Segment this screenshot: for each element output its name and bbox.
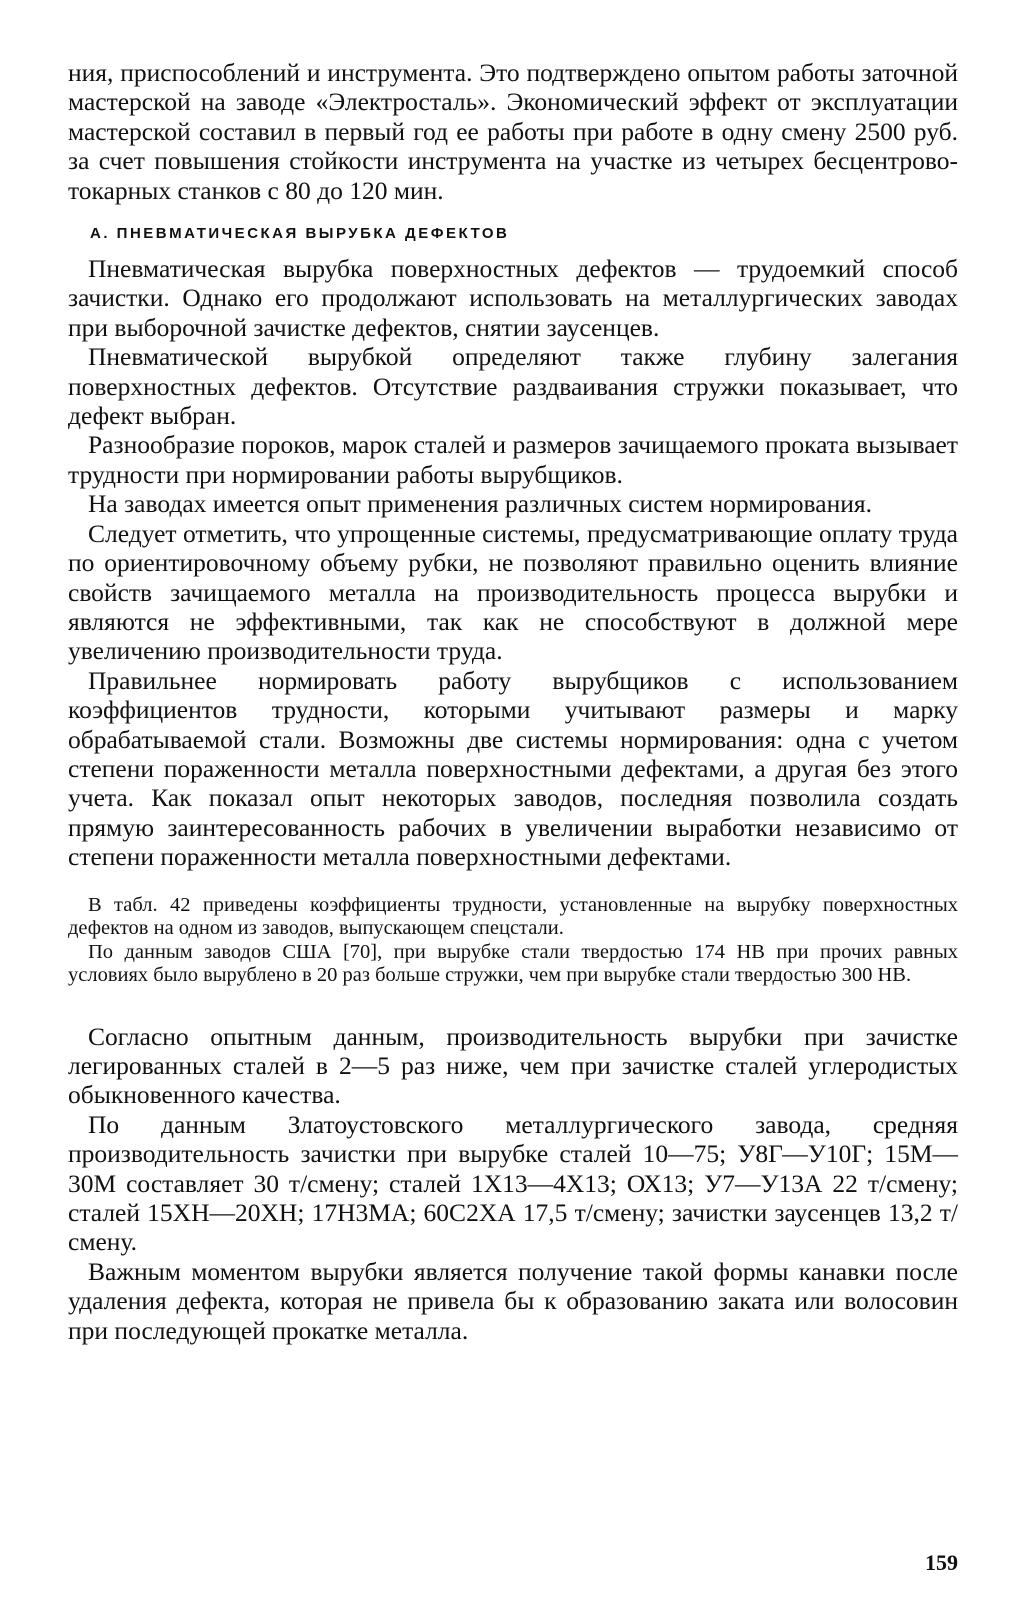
section-body (68, 254, 958, 872)
intro-block (68, 58, 958, 205)
paragraph: Правильнее нормировать работу вырубщиков с использованием коэффициентов трудности, которыми учитывают размеры и марку обрабатываемой стали. Возможны две системы нормирования: одна с учетом степени пораженности металла поверхностными дефектами, а другая без этого учета. Как показал опыт некоторых заводов, последняя позволила создать прямую заинтересованность рабочих в увеличении выработки независимо от степени пораженности металла поверхностными дефектами. (68, 665, 958, 872)
page-number: 159 (925, 1550, 958, 1575)
paragraph: Пневматическая вырубка поверхностных дефектов — трудоемкий способ зачистки. Однако его продолжают использовать на металлургических заводах при выборочной зачистке дефектов, снятии заусенцев. (68, 254, 958, 342)
paragraph: По данным Златоустовского металлургического завода, средняя производительность зачистки при вырубке сталей 10—75; У8Г—У10Г; 15М—30М составляет 30 т/смену; сталей 1Х13—4Х13; ОХ13; У7—У13А 22 т/смену; сталей 15ХН—20ХН; 17Н3МА; 60С2ХА 17,5 т/смену; зачистки заусенцев 13,2 т/смену. (68, 1109, 958, 1257)
paragraph: Пневматической вырубкой определяют также глубину залегания поверхностных дефектов. Отсутствие раздваивания стружки показывает, что дефект выбран. (68, 342, 958, 431)
section-heading: А. ПНЕВМАТИЧЕСКАЯ ВЫРУБКА ДЕФЕКТОВ (90, 225, 510, 243)
paragraph: Разнообразие пороков, марок сталей и размеров зачищаемого проката вызывает трудности при нормировании работы вырубщиков. (68, 430, 958, 489)
paragraph: На заводах имеется опыт применения различных систем нормирования. (88, 489, 872, 519)
closing-body (68, 1022, 958, 1345)
small-print-paragraph: В табл. 42 приведены коэффициенты трудности, установленные на вырубку поверхностных дефектов на одном из заводов, выпускающем спецстали. (68, 893, 958, 940)
paragraph: Следует отметить, что упрощенные системы, предусматривающие оплату труда по ориентировочному объему рубки, не позволяют правильно оценить влияние свойств зачищаемого металла на производительность процесса вырубки и являются не эффективными, так как не способствуют в должной мере увеличению производительности труда. (68, 518, 958, 666)
intro-paragraph: ния, приспособлений и инструмента. Это подтверждено опытом работы заточной мастерской на заводе «Электросталь». Экономический эффект от эксплуатации мастерской составил в первый год ее работы при работе в одну смену 2500 руб. за счет повышения стойкости инструмента на участке из четырех бесцентрово-токарных станков с 80 до 120 мин. (68, 58, 958, 205)
paragraph: Важным моментом вырубки является получение такой формы канавки после удаления дефекта, которая не привела бы к образованию заката или волосовин при последующей прокатке металла. (68, 1256, 958, 1345)
small-print-paragraph: По данным заводов США [70], при вырубке стали твердостью 174 HB при прочих равных условиях было вырублено в 20 раз больше стружки, чем при вырубке стали твердостью 300 HB. (68, 940, 958, 987)
paragraph: Согласно опытным данным, производительность вырубки при зачистке легированных сталей в 2—5 раз ниже, чем при зачистке сталей углеродистых обыкновенного качества. (68, 1021, 958, 1110)
small-print-block (68, 894, 958, 988)
